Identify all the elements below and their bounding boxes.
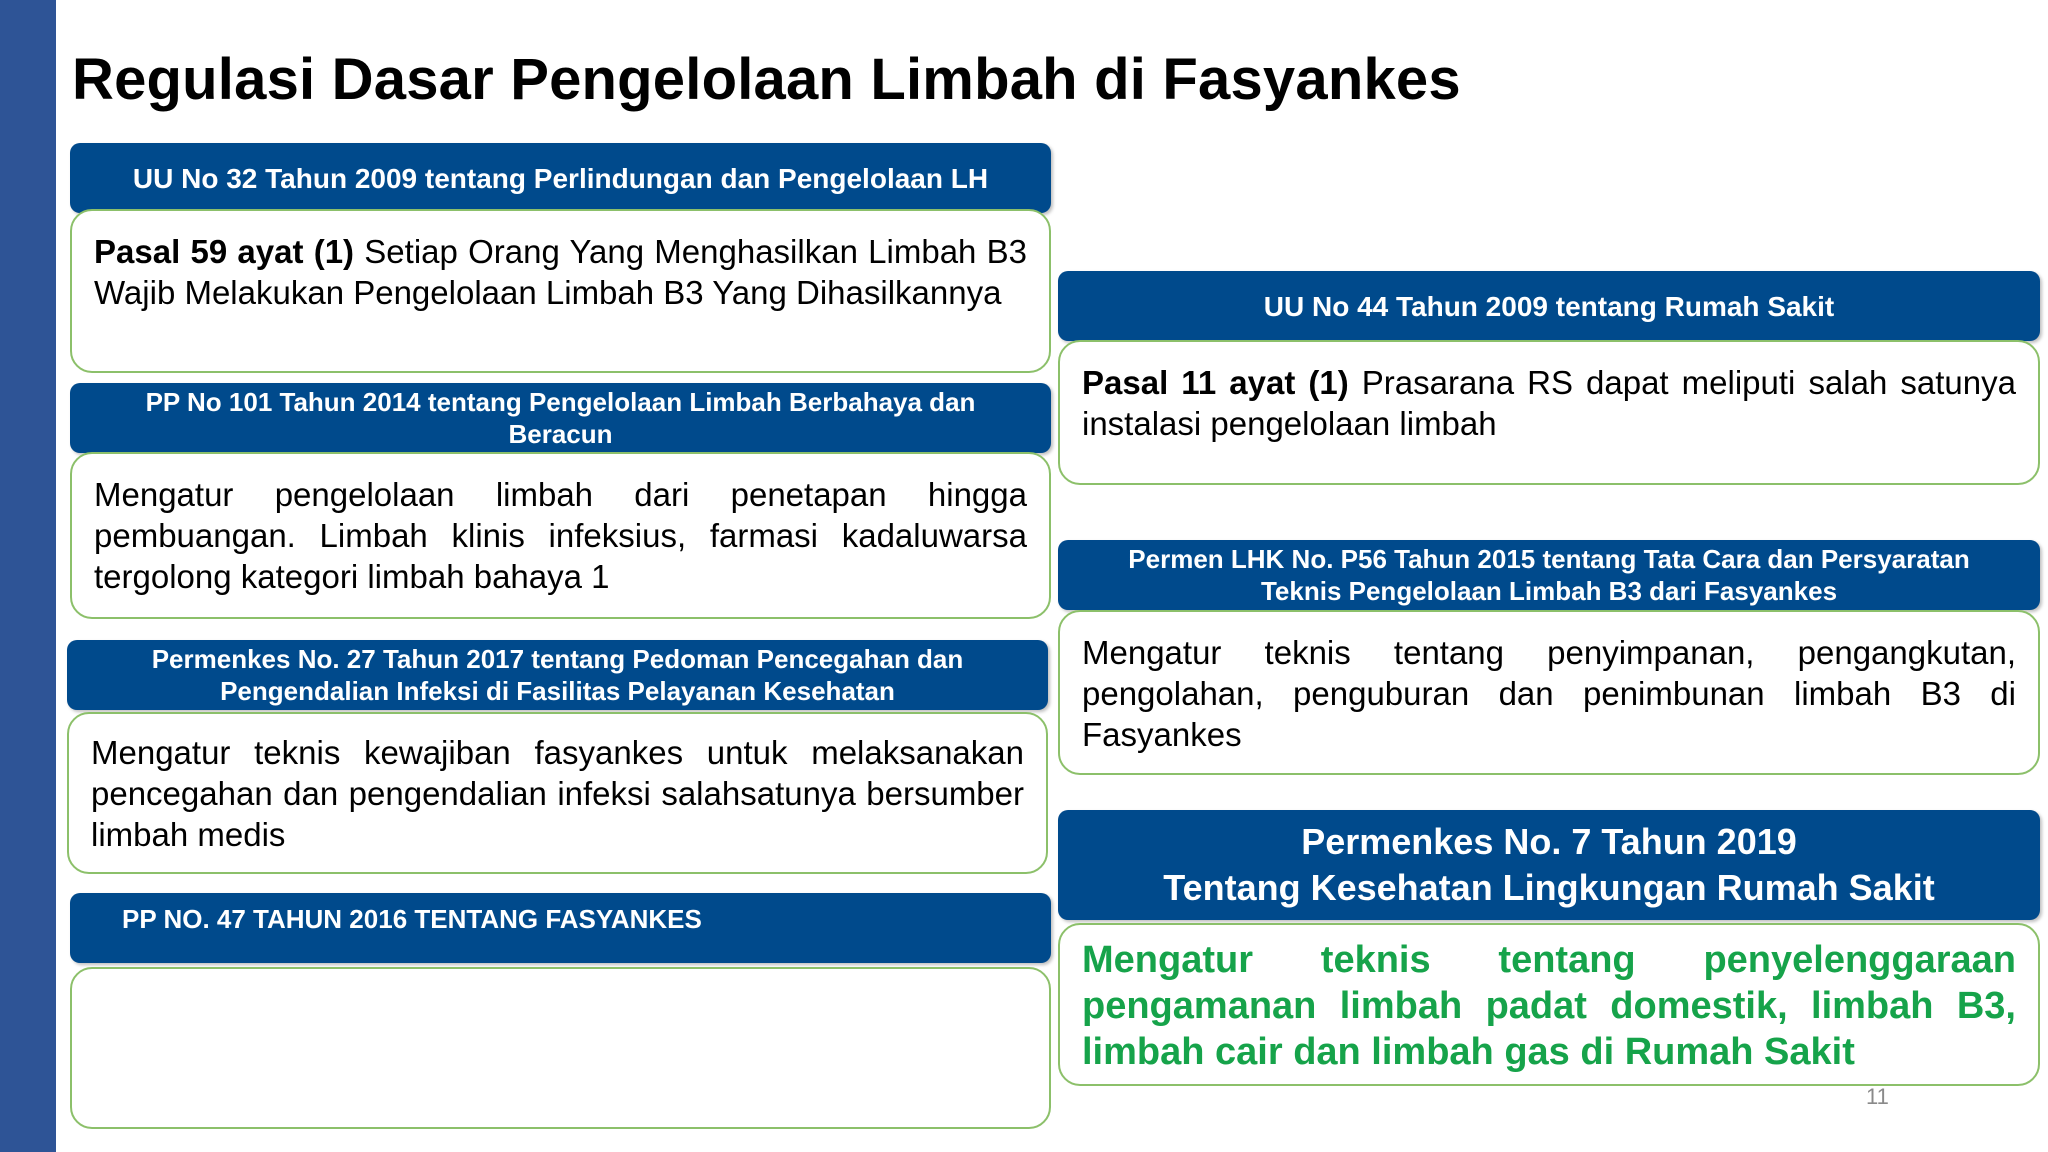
pp101-header-text: PP No 101 Tahun 2014 tentang Pengelolaan Limbah Berbahaya dan Beracun [145,386,976,449]
permenkes7-text: Mengatur teknis tentang penyelenggaraan pengamanan limbah padat domestik, limbah B3, limbah cair dan limbah gas di Rumah Sakit [1082,939,2016,1073]
pp47-header-text: PP NO. 47 TAHUN 2016 TENTANG FASYANKES [122,904,702,934]
permenkes7-content-box [1058,923,2040,1086]
permenkes27-content-box [67,712,1048,874]
uu32-header-text: UU No 32 Tahun 2009 tentang Perlindungan dan Pengelolaan LH [132,162,989,194]
page-title: Regulasi Dasar Pengelolaan Limbah di Fasyankes [72,47,1461,112]
uu32-content-box [70,209,1051,373]
permenkes7-header [1058,810,2040,920]
pp101-content-box [70,452,1051,619]
pp47-header [70,893,1051,963]
uu44-content-box [1058,340,2040,485]
pp101-header [70,383,1051,453]
p56-content-box [1058,610,2040,775]
uu44-header [1058,271,2040,341]
uu32-text: Setiap Orang Yang Menghasilkan Limbah B3 Wajib Melakukan Pengelolaan Limbah B3 Yang Dihasilkannya [94,233,1027,311]
pp47-content-box [70,967,1051,1129]
uu44-header-text: UU No 44 Tahun 2009 tentang Rumah Sakit [1263,290,1835,322]
pp101-text: Mengatur pengelolaan limbah dari penetapan hingga pembuangan. Limbah klinis infeksius, farmasi kadaluwarsa tergolong kategori limbah bahaya 1 [94,476,1027,595]
permenkes7-header-line2: Tentang Kesehatan Lingkungan Rumah Sakit [1163,867,1935,908]
permenkes27-text: Mengatur teknis kewajiban fasyankes untuk melaksanakan pencegahan dan pengendalian infeksi salahsatunya bersumber limbah medis [91,734,1024,853]
permenkes27-header [67,640,1048,710]
p56-text: Mengatur teknis tentang penyimpanan, pengangkutan, pengolahan, penguburan dan penimbunan limbah B3 di Fasyankes [1082,634,2016,753]
uu44-article: Pasal 11 ayat (1) [1082,364,1349,401]
side-accent-bar [0,0,56,1152]
uu32-article: Pasal 59 ayat (1) [94,233,355,270]
p56-header [1058,540,2040,610]
p56-header-text: Permen LHK No. P56 Tahun 2015 tentang Tata Cara dan Persyaratan Teknis Pengelolaan Limbah B3 dari Fasyankes [1128,543,1970,606]
permenkes27-header-text: Permenkes No. 27 Tahun 2017 tentang Pedoman Pencegahan dan Pengendalian Infeksi di Fasilitas Pelayanan Kesehatan [151,643,964,706]
page-number: 11 [1866,1084,1889,1109]
permenkes7-header-line1: Permenkes No. 7 Tahun 2019 [1301,821,1797,862]
uu44-text: Prasarana RS dapat meliputi salah satunya instalasi pengelolaan limbah [1082,364,2016,442]
uu32-header [70,143,1051,213]
